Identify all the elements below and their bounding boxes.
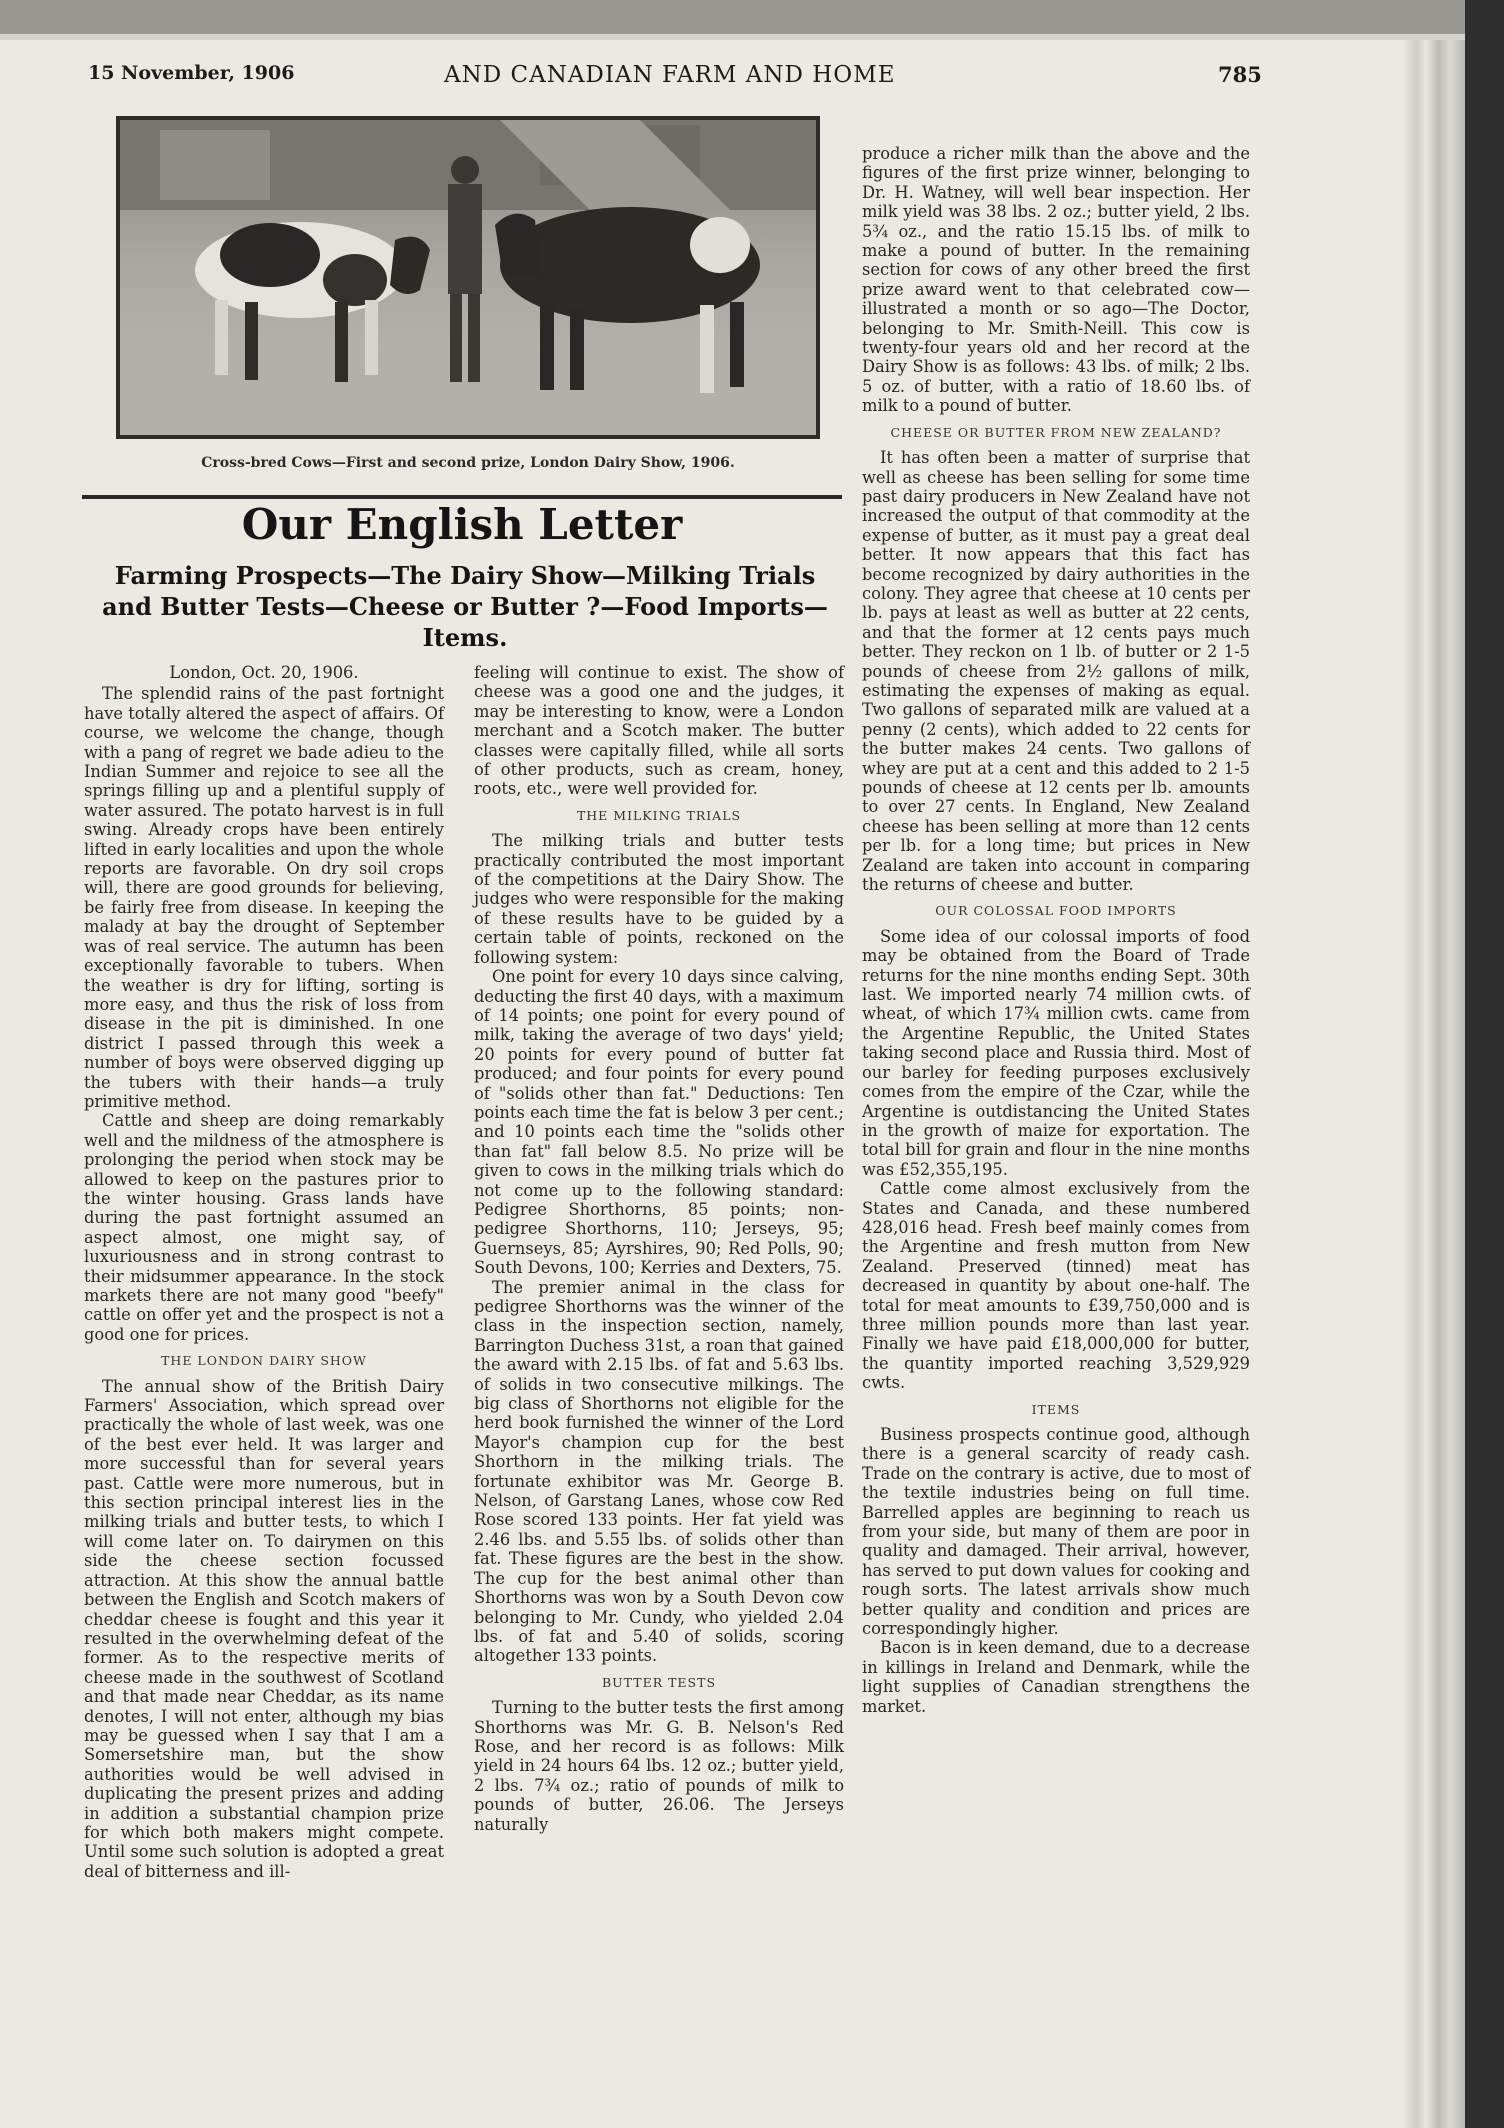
section-heading: THE MILKING TRIALS (576, 807, 742, 823)
dateline: London, Oct. 20, 1906. (169, 663, 359, 682)
paragraph: Business prospects continue good, although there is a general scarcity of ready cash. Trade on the contrary is active, due to most of the textile industries being on full time. Barrelled apples are beginning to reach us from your side, but many of them are poor in quality and damaged. Their arrival, however, has served to put down values for cooking and rough sorts. The latest arrivals show much better quality and condition and prices are correspondingly higher. (862, 1425, 1250, 1639)
paragraph: Cattle and sheep are doing remarkably well and the mildness of the atmosphere is prolonging the period when stock may be allowed to keep on the pastures prior to the winter housing. Grass lands have during the past fortnight assumed an aspect almost, one might say, of luxuriousness and in strong contrast to their midsummer appearance. In the stock markets there are not many good "beefy" cattle on offer yet and the prospect is not a good one for prices. (84, 1111, 444, 1344)
article-column-2 (474, 663, 844, 1834)
article-subtitle: Farming Prospects—The Dairy Show—Milking Trials and Butter Tests—Cheese or Butter ?—Food Imports—Items. (102, 561, 828, 652)
paragraph: Bacon is in keen demand, due to a decrease in killings in Ireland and Denmark, while the light supplies of Canadian strengthens the market. (862, 1638, 1250, 1716)
paragraph: One point for every 10 days since calving, deducting the first 40 days, with a maximum of 14 points; one point for every pound of milk, taking the average of two days' yield; 20 points for every pound of butter fat produced; and four points for every pound of "solids other than fat." Deductions: Ten points each time the fat is below 3 per cent.; and 10 points each time the "solids other than fat" fall below 8.5. No prize will be given to cows in the milking trials which do not come up to the following standard: Pedigree Shorthorns, 85 points; non-pedigree Shorthorns, 110; Jerseys, 95; Guernseys, 85; Ayrshires, 90; Red Polls, 90; South Devons, 100; Kerries and Dexters, 75. (474, 967, 844, 1278)
paragraph: The milking trials and butter tests practically contributed the most important of the competitions at the Dairy Show. The judges who were responsible for the making of these results have to be guided by a certain table of points, reckoned on the following system: (474, 831, 844, 967)
section-heading: ITEMS (1031, 1401, 1081, 1417)
article-column-1 (84, 663, 444, 1881)
page-number: 785 (1218, 62, 1262, 87)
paragraph: The annual show of the British Dairy Farmers' Association, which spread over practically the whole of last week, was one of the best ever held. It was larger and more successful than for several years past. Cattle were more numerous, but in this section principal interest lies in the milking trials and butter tests, to which I will come later on. To dairymen on this side the cheese section focussed attraction. At this show the annual battle between the English and Scotch makers of cheddar cheese is fought and this year it resulted in the overwhelming defeat of the former. As to the respective merits of cheese made in the southwest of Scotland and that made near Cheddar, as its name denotes, I will not enter, although my bias may be guessed when I say that I am a Somersetshire man, but the show authorities would be well advised in duplicating the present prizes and adding in addition a substantial champion prize for which both makers might compete. Until some such solution is adopted a great deal of bitterness and ill- (84, 1376, 444, 1881)
scan-top-margin (0, 34, 1465, 40)
section-heading: BUTTER TESTS (601, 1674, 717, 1690)
scan-top-edge (0, 0, 1465, 34)
paragraph: It has often been a matter of surprise that well as cheese has been selling for some time past dairy producers in New Zealand have not increased the output of that commodity at the expense of butter, as it must pay a great deal better. It now appears that this fact has become recognized by dairy authorities in the colony. They agree that cheese at 10 cents per lb. pays at least as well as butter at 22 cents, and that the former at 12 cents pays much better. They reckon on 1 lb. of butter or 2 1-5 pounds of cheese from 2½ gallons of milk, estimating the expenses of making as equal. Two gallons of separated milk are valued at a penny (2 cents), which added to 22 cents for the butter makes 24 cents. Two gallons of whey are put at a cent and this added to 2 1-5 pounds of cheese at 12 cents per lb. amounts to over 27 cents. In England, New Zealand cheese has been selling at more than 12 cents per lb. for a long time; but prices in New Zealand are taken into account in comparing the returns of cheese and butter. (862, 448, 1250, 895)
paragraph: Cattle come almost exclusively from the States and Canada, and these numbered 428,016 head. Fresh beef mainly comes from the Argentine and fresh mutton from New Zealand. Preserved (tinned) meat has decreased in quantity by about one-half. The total for meat amounts to £39,750,000 and is three million pounds more than last year. Finally we have paid £18,000,000 for butter, the quantity imported reaching 3,529,929 cwts. (862, 1179, 1250, 1393)
paragraph: The premier animal in the class for pedigree Shorthorns was the winner of the class in the inspection section, namely, Barrington Duchess 31st, a roan that gained the award with 2.15 lbs. of fat and 5.63 lbs. of solids in two consecutive milkings. The big class of Shorthorns not eligible for the herd book furnished the winner of the Lord Mayor's champion cup for the best Shorthorn in the milking trials. The fortunate exhibitor was Mr. George B. Nelson, of Garstang Lanes, whose cow Red Rose scored 133 points. Her fat yield was 2.46 lbs. and 5.55 lbs. of solids other than fat. These figures are the best in the show. The cup for the best animal other than Shorthorns was won by a South Devon cow belonging to Mr. Cundy, who yielded 2.04 lbs. of fat and 5.40 of solids, scoring altogether 133 points. (474, 1277, 844, 1666)
book-spine-edge (1405, 40, 1465, 2128)
article-title: Our English Letter (241, 500, 683, 549)
cows-photograph (116, 116, 820, 439)
scan-right-shadow (1465, 0, 1504, 2128)
article-column-3 (862, 144, 1250, 1716)
section-heading: OUR COLOSSAL FOOD IMPORTS (935, 903, 1177, 919)
paragraph: Some idea of our colossal imports of food may be obtained from the Board of Trade returns for the nine months ending Sept. 30th last. We imported nearly 74 million cwts. of wheat, of which 17¾ million cwts. came from the Argentine Republic, the United States taking second place and Russia third. Most of our barley for feeding purposes exclusively comes from the empire of the Czar, while the Argentine is outdistancing the United States in the growth of maize for exportation. The total bill for grain and flour in the nine months was £52,355,195. (862, 926, 1250, 1179)
paragraph: produce a richer milk than the above and the figures of the first prize winner, belonging to Dr. H. Watney, will well bear inspection. Her milk yield was 38 lbs. 2 oz.; butter yield, 2 lbs. 5¾ oz., and the ratio 15.15 lbs. of milk to make a pound of butter. In the remaining section for cows of any other breed the first prize award went to that celebrated cow—illustrated a month or so ago—The Doctor, belonging to Mr. Smith-Neill. This cow is twenty-four years old and her record at the Dairy Show is as follows: 43 lbs. of milk; 2 lbs. 5 oz. of butter, with a ratio of 18.60 lbs. of milk to a pound of butter. (862, 144, 1250, 416)
paragraph: feeling will continue to exist. The show of cheese was a good one and the judges, it may be interesting to know, were a London merchant and a Scotch maker. The butter classes were capitally filled, while all sorts of other products, such as cream, honey, roots, etc., were well provided for. (474, 663, 844, 799)
paragraph: Turning to the butter tests the first among Shorthorns was Mr. G. B. Nelson's Red Rose, and her record is as follows: Milk yield in 24 hours 64 lbs. 12 oz.; butter yield, 2 lbs. 7¾ oz.; ratio of pounds of milk to pounds of butter, 26.06. The Jerseys naturally (474, 1698, 844, 1834)
running-head-date: 15 November, 1906 (88, 62, 295, 84)
title-rule (82, 495, 842, 499)
section-heading: THE LONDON DAIRY SHOW (161, 1353, 367, 1369)
running-head-journal: AND CANADIAN FARM AND HOME (444, 62, 896, 88)
section-heading: CHEESE OR BUTTER FROM NEW ZEALAND? (890, 424, 1222, 440)
paragraph: The splendid rains of the past fortnight have totally altered the aspect of affairs. Of course, we welcome the change, though with a pang of regret we bade adieu to the Indian Summer and rejoice to see all the springs filling up and a plentiful supply of water assured. The potato harvest is in full swing. Already crops have been entirely lifted in early localities and upon the whole reports are favorable. On dry soil crops will, there are good grounds for believing, be fairly free from disease. In keeping the malady at bay the drought of September was of real service. The autumn has been exceptionally favorable to tubers. When the weather is dry for lifting, sorting is more easy, and thus the risk of loss from disease in the pit is diminished. In one district I passed through this week a number of boys were observed digging up the tubers with their hands—a truly primitive method. (84, 684, 444, 1111)
photo-caption: Cross-bred Cows—First and second prize, London Dairy Show, 1906. (201, 455, 735, 471)
cows-illustration (120, 120, 816, 435)
